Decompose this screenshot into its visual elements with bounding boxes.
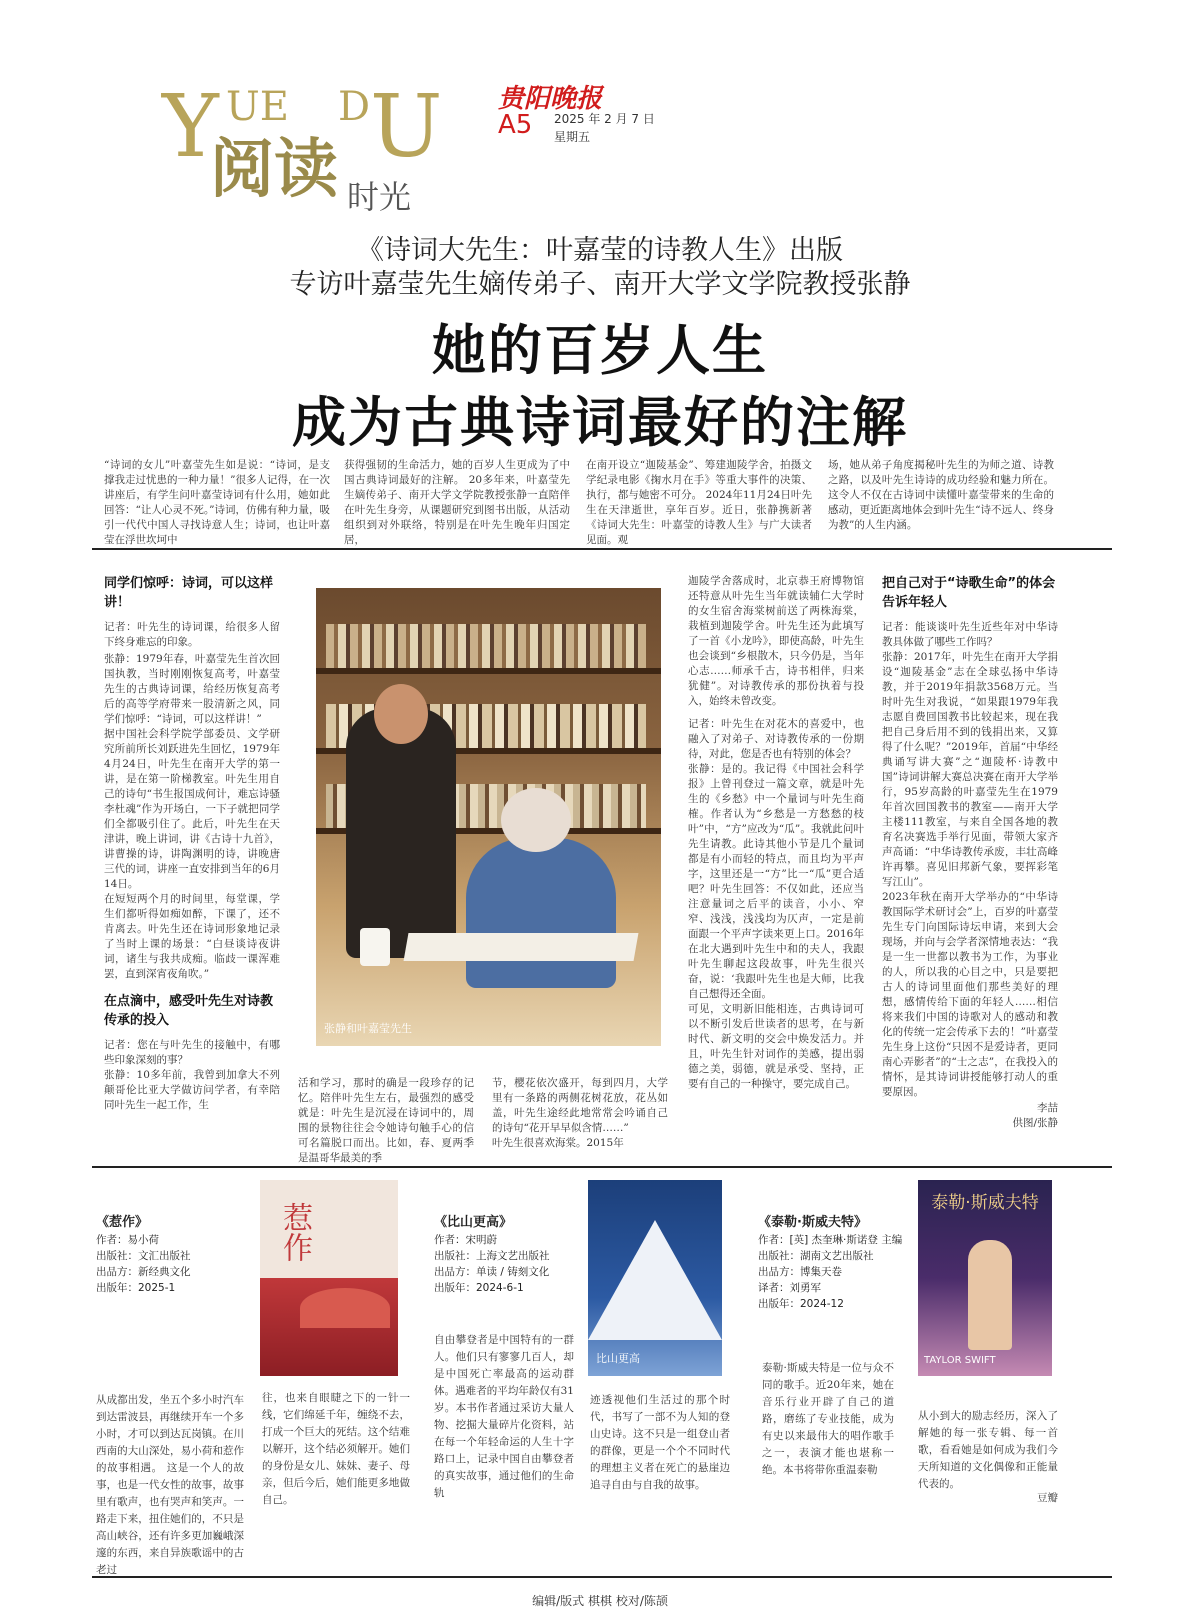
book-blurb-2a: 自由攀登者是中国特有的一群人。他们只有寥寥几百人，却是中国死亡率最高的运动群体。遇难者的平均年龄仅有31岁。本书作者通过采访大量人物、挖掘大量碎片化资料，站在每一个年轻命运的人生十字路口上，记录中国自由攀登者的真实故事，通过他们的生命轨	[434, 1334, 574, 1499]
book-blurb-3a: 泰勒·斯威夫特是一位与众不同的歌手。近20年来，她在音乐行业开辟了自己的道路，磨练了专业技能，成为有史以来最伟大的唱作歌手之一，表演才能也堪称一绝。本书将带你重温泰勒	[762, 1362, 894, 1476]
book-blurb-1b: 往，也来自眼睫之下的一针一线，它们绵延千年，缠绕不去，打成一个巨大的死结。这个结难以解开，这个结必须解开。她们的身份是女儿、妹妹、妻子、母亲，但后今后，她们能更多地做自己。	[262, 1392, 410, 1506]
paragraph: 2023年秋在南开大学举办的“中华诗教国际学术研讨会”上，百岁的叶嘉莹先生专门向国际诗坛申请，来到大会现场，并向与会学者深情地表达：“我是一生一世都以教书为工作，为事业的人，所以我的心目之中，只是要把古人的诗词里面他们那些美好的理想，感情传给下面的年轻人……相信将来我们中国的诗歌对人的感动和教化的传统一定会传承下去的！”叶嘉莹先生身上这份“只因不是爱诗者，更同南心弄影者”的“士之志”，在我投入的情怀，是其诗词讲授能够打动人的重要原因。	[882, 891, 1058, 1098]
book-publisher: 出版社：上海文艺出版社	[434, 1250, 550, 1262]
shelf-line	[316, 668, 661, 674]
cover-title: 惹作	[277, 1202, 312, 1262]
article-col-4	[688, 574, 864, 1092]
person-standing	[346, 708, 456, 958]
person-head	[374, 684, 428, 744]
book-year: 出版年：2025-1	[96, 1282, 176, 1294]
article-col-2: 活和学习，那时的确是一段珍存的记忆。陪伴叶先生左右，最强烈的感受就是：叶先生是沉浸在诗词中的，周围的景物往往会令她诗句触手心的信可名篇脱口而出。比如，春、夏两季是温哥华最美的季	[298, 1077, 474, 1164]
book-blurb-2b: 迹透视他们生活过的那个时代，书写了一部不为人知的登山史诗。这不只是一组登山者的群像，更是一个个不同时代的理想主义者在死亡的悬崖边追寻自由与自我的故事。	[590, 1394, 730, 1491]
book-title: 《泰勒·斯威夫特》	[758, 1215, 867, 1230]
date-text: 2025 年 2 月 7 日	[554, 112, 655, 126]
cover-mountain	[300, 1288, 390, 1328]
paragraph: 节，樱花依次盛开，每到四月，大学里有一条路的两侧花树花放，花丛如盖，叶先生途经此地常常会吟诵自己的诗句“花开早早似含情……”	[492, 1077, 668, 1134]
book-cover-3	[918, 1180, 1052, 1376]
question: 记者：叶先生在对花木的喜爱中，也融入了对弟子、对诗教传承的一份期待，对此，您是否也有特别的体会？	[688, 718, 864, 760]
paragraph: 张静：是的。我记得《中国社会科学报》上曾刊登过一篇文章，就是叶先生的《乡愁》中一个量词与叶先生商榷。作者认为“乡愁是一方愁愁的枝叶”中，“方”应改为“瓜”。我就此问叶先生请教。此诗其他小节是几个量词都是有小而轻的特点，而且均为平声字，这里还是一“方”比一“瓜”更合适吧？叶先生回答：不仅如此，还应当注意量词之后平的读音，小小、窄窄、浅浅，浅浅均为仄声，一定是前面跟一个平声字读来更上口。2016年在北大遇到叶先生中和的夫人，我跟叶先生聊起这段故事，叶先生很兴奋，说：‘我跟叶先生也是大师，比我自己想得还全面。	[688, 763, 864, 1000]
section-title: 阅读	[210, 133, 338, 207]
cover-subtitle: TAYLOR SWIFT	[924, 1355, 996, 1366]
cover-mountain	[588, 1220, 722, 1340]
person-seated	[466, 838, 616, 988]
article-col-1	[104, 574, 280, 1113]
question: 记者：叶先生的诗词课，给很多人留下终身难忘的印象。	[104, 621, 280, 648]
teacup	[360, 928, 390, 966]
section-heading: 同学们惊呼：诗词，可以这样讲！	[104, 576, 274, 610]
bookshelf-books	[326, 624, 646, 668]
book-author: 作者：易小荷	[96, 1234, 159, 1246]
book-cover-2	[588, 1180, 722, 1376]
divider-books	[92, 1166, 1112, 1168]
book-info-1	[96, 1214, 256, 1296]
book-publisher: 出版社：湖南文艺出版社	[758, 1250, 874, 1262]
logo-letters-ue: UE	[226, 84, 289, 130]
book-title: 《惹作》	[96, 1215, 149, 1230]
weekday-text: 星期五	[554, 130, 591, 144]
paragraph: 可见，文明新旧能相连，古典诗词可以不断引发后世读者的思考，在与新时代、新文明的交会中焕发活力。并且，叶先生针对词作的美感，提出弱德之美，弱德，就是承受、坚持，正要有自己的一种操守，要完成自己。	[688, 1003, 864, 1090]
article-photo	[316, 588, 661, 1046]
divider-top	[92, 548, 1112, 550]
issue-date	[554, 110, 655, 146]
section-suffix: 时光	[347, 178, 412, 216]
intro-col-3: 在南开设立“迦陵基金”、筹建迦陵学舍，拍摄文学纪录电影《掬水月在手》等重大事件的决策、执行，都与她密不可分。 2024年11月24日叶先生在天津逝世，享年百岁。近日，张静携新著《诗词大先生：叶嘉莹的诗教人生》与广大读者见面。观	[586, 459, 812, 546]
article-col-3	[492, 1076, 668, 1151]
article-col-5	[882, 574, 1058, 1130]
book-blurb-1a: 从成都出发，坐五个多小时汽车到达雷波县，再继续开车一个多小时，才可以到达瓦岗镇。在川西南的大山深处，易小荷和惹作的故事相遇。 这是一个人的故事，也是一代女性的故事，故事里有歌声，也有哭声和笑声。一路走下来，扭住她们的，不只是高山峡谷，还有许多更加巍峨深邃的东西，来自异族歌谣中的古老过	[96, 1394, 244, 1576]
newspaper-name: 贵阳晚报	[498, 84, 603, 114]
book-year: 出版年：2024-6-1	[434, 1282, 524, 1294]
person-head	[501, 788, 571, 852]
book-producer: 出品方：单读 / 铸刻文化	[434, 1266, 550, 1278]
paragraph: 在短短两个月的时间里，每堂课，学生们都听得如痴如醉，下课了，还不肯离去。叶先生还在诗词形象地记录了当时上课的场景：“白昼谈诗夜讲词，诸生与我共成痴。临歧一课浑难罢，直到深宵夜角吹。”	[104, 893, 280, 980]
page-number: A5	[498, 110, 533, 140]
logo-letter-u: U	[370, 77, 443, 177]
headline-2: 成为古典诗词最好的注解	[292, 391, 908, 454]
question: 记者：能谈谈叶先生近些年对中华诗教具体做了哪些工作吗？	[882, 621, 1058, 648]
book-author: 作者：[英] 杰奎琳·斯诺登 主编	[758, 1234, 903, 1246]
paragraph: 张静：10多年前，我曾到加拿大不列颠哥伦比亚大学做访问学者，有幸陪同叶先生一起工作，生	[104, 1069, 280, 1111]
photo-credit: 供图/张静	[1012, 1117, 1058, 1129]
intro-col-4: 场，她从弟子角度揭秘叶先生的为师之道、诗教之路，以及叶先生诗诗的成功经验和魅力所在。这令人不仅在古诗词中读懂叶嘉莹带来的生命的感动，更近距离地体会到叶先生“诗不远人、终身为教”的人生内涵。	[828, 459, 1054, 531]
cover-figure	[968, 1240, 1012, 1350]
paragraph: 迦陵学舍落成时，北京恭王府博物馆还特意从叶先生当年就读辅仁大学时的女生宿舍海棠树前送了两株海棠，栽植到迦陵学舍。叶先生还为此填写了一首《小龙吟》，即使高龄，叶先生也会谈到“乡根散木，只今仍是，当年心志……师承千古，诗书相伴，归来犹健”。对诗教传承的那份执着与投入，始终未曾改变。	[688, 575, 864, 707]
paragraph: 张静：1979年春，叶嘉莹先生首次回国执教，当时刚刚恢复高考，叶嘉莹先生的古典诗词课，给经历恢复高考后的高等学府带来一股清新之风，同学们惊呼：“诗词，可以这样讲！”	[104, 653, 280, 725]
book-cover-1	[260, 1180, 398, 1376]
subheadline-2: 专访叶嘉莹先生嫡传弟子、南开大学文学院教授张静	[289, 269, 911, 300]
headline-1: 她的百岁人生	[432, 319, 768, 382]
book-info-3	[758, 1214, 908, 1312]
book-translator: 译者：刘勇军	[758, 1282, 821, 1294]
book-year: 出版年：2024-12	[758, 1298, 844, 1310]
book-publisher: 出版社：文汇出版社	[96, 1250, 191, 1262]
book-author: 作者：宋明蔚	[434, 1234, 497, 1246]
logo-letter-y: Y	[162, 77, 219, 177]
cover-title: 比山更高	[596, 1352, 640, 1365]
section-heading: 在点滴中，感受叶先生对诗教传承的投入	[104, 994, 274, 1028]
logo-letter-d: D	[338, 84, 371, 130]
book-info-2	[434, 1214, 594, 1296]
book-source: 豆瓣	[1037, 1492, 1058, 1504]
divider-bottom	[92, 1576, 1112, 1578]
question: 记者：您在与叶先生的接触中，有哪些印象深刻的事？	[104, 1039, 280, 1066]
photo-caption: 张静和叶嘉莹先生	[324, 1022, 412, 1035]
author-byline: 李喆	[1037, 1102, 1058, 1114]
paragraph: 据中国社会科学院学部委员、文学研究所前所长刘跃进先生回忆，1979年4月24日，叶先生在南开大学的第一讲，是在第一阶梯教室。叶先生用自己的诗句“书生报国成何计，难忘诗骚李杜魂”作为开场白，一下子就把同学们全都吸引住了。此后，叶先生在天津讲，晚上讲词，讲《古诗十九首》，讲曹操的诗，讲陶渊明的诗，讲晚唐三代的词，讲座一直安排到当年的6月14日。	[104, 728, 280, 890]
book-title: 《比山更高》	[434, 1215, 513, 1230]
cover-title: 泰勒·斯威夫特	[931, 1193, 1039, 1213]
intro-col-1: “诗词的女儿”叶嘉莹先生如是说：“诗词，是支撑我走过忧患的一种力量！”很多人记得，在一次讲座后，有学生问叶嘉莹诗词有什么用，她如此回答：“让人心灵不死。”诗词，仿佛有种力量，吸引一代代中国人寻找诗意人生；诗词，也让叶嘉莹在浮世坎坷中	[104, 459, 330, 546]
intro-col-2: 获得强韧的生命活力，她的百岁人生更成为了中国古典诗词最好的注解。 20多年来，叶嘉莹先生嫡传弟子、南开大学文学院教授张静一直陪伴在叶先生身旁，从课题研究到图书出版，从活动组织到对外联络，特别是在叶先生晚年归国定居，	[344, 459, 570, 546]
book-blurb-3b: 从小到大的励志经历，深入了解她的每一张专辑、每一首歌，看看她是如何成为我们今天所知道的文化偶像和正能量代表的。	[918, 1410, 1058, 1490]
open-book	[404, 933, 639, 961]
section-heading: 把自己对于“诗歌生命”的体会告诉年轻人	[882, 576, 1056, 610]
subheadline-1: 《诗词大先生：叶嘉莹的诗教人生》出版	[357, 235, 843, 266]
footer-credits: 编辑/版式 棋棋 校对/陈颉	[532, 1594, 668, 1608]
paragraph: 叶先生很喜欢海棠。2015年	[492, 1137, 624, 1149]
book-producer: 出品方：新经典文化	[96, 1266, 191, 1278]
book-producer: 出品方：博集天卷	[758, 1266, 842, 1278]
paragraph: 张静：2017年，叶先生在南开大学捐设“迦陵基金”志在全球弘扬中华诗教，并于2019年捐款3568万元。当时叶先生对我说，“如果跟1979年我志愿自费回国教书比较起来，现在我把自己身后用不到的钱捐出来，又算得了什么呢？”2019年，首届“中华经典诵写讲大赛”之“迦陵杯·诗教中国”诗词讲解大赛总决赛在南开大学举行，95岁高龄的叶嘉莹先生在1979年首次回国教书的教室——南开大学主楼111教室，与来自全国各地的教育名决赛选手举行见面，带领大家齐声高诵：“中华诗教传承废，丰壮高峰许再攀。喜见旧邦新气象，要挥彩笔写江山”。	[882, 651, 1058, 888]
